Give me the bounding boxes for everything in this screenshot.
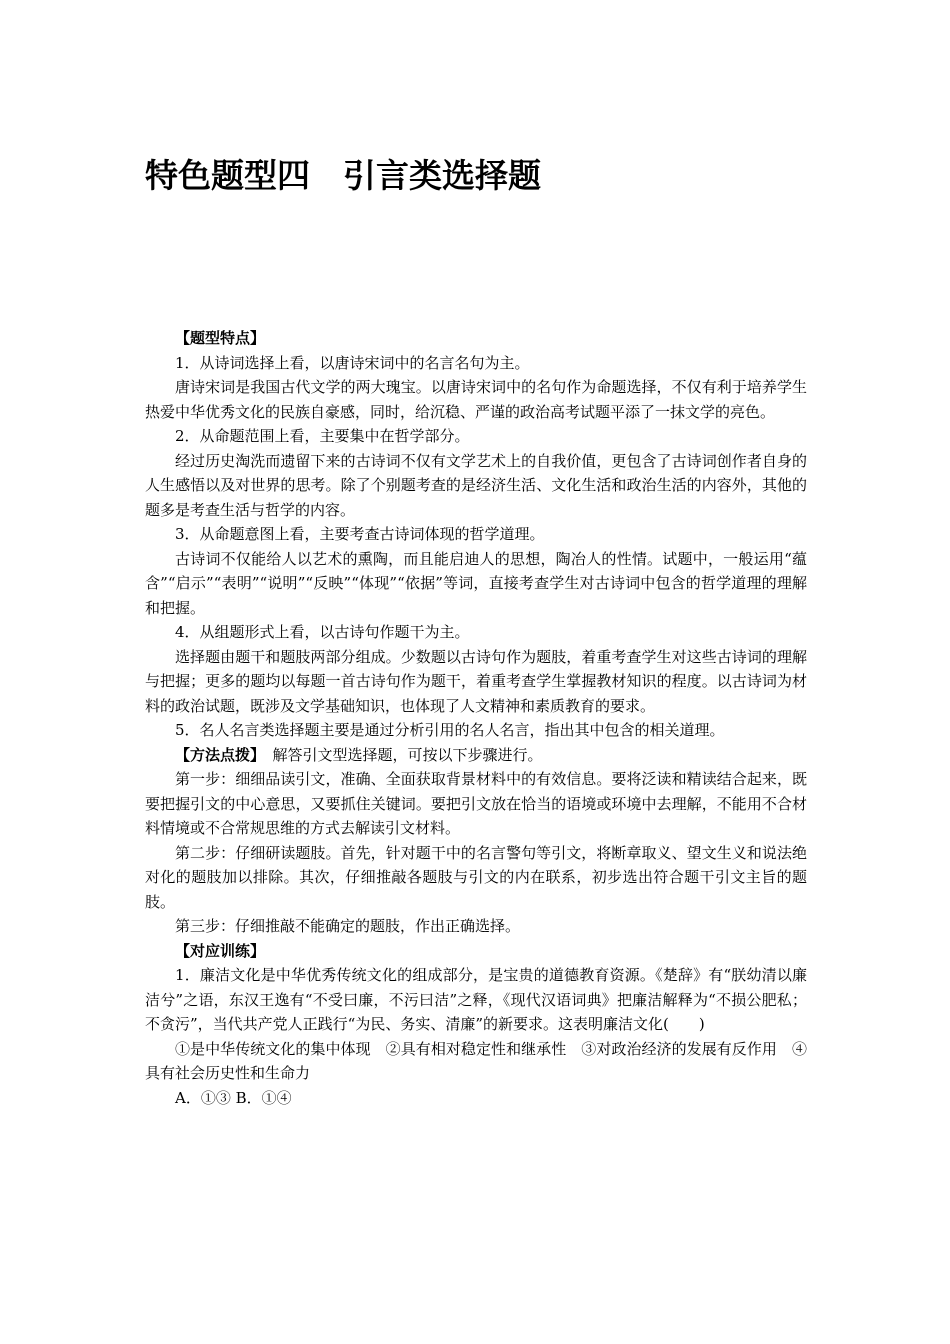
method-intro: 解答引文型选择题，可按以下步骤进行。 [257, 745, 543, 764]
paragraph: 4．从组题形式上看，以古诗句作题干为主。 [175, 623, 470, 641]
paragraph: 第三步：仔细推敲不能确定的题肢，作出正确选择。 [175, 917, 521, 935]
paragraph: 唐诗宋词是我国古代文学的两大瑰宝。以唐诗宋词中的名句作为命题选择，不仅有利于培养学生热爱中华优秀文化的民族自豪感，同时，给沉稳、严谨的政治高考试题平添了一抹文学的亮色。 [145, 378, 807, 421]
paragraph: 第二步：仔细研读题肢。首先，针对题干中的名言警句等引文，将断章取义、望文生义和说法绝对化的题肢加以排除。其次，仔细推敲各题肢与引文的内在联系，初步选出符合题干引文主旨的题肢。 [145, 843, 807, 911]
method-paragraph [145, 743, 807, 768]
section-heading-features: 【题型特点】 [175, 329, 266, 347]
document-body [145, 326, 807, 1110]
paragraph: 选择题由题干和题肢两部分组成。少数题以古诗句作为题肢，着重考查学生对这些古诗词的理解与把握；更多的题均以每题一首古诗句作为题干，着重考查学生掌握教材知识的程度。以古诗词为材料的政治试题，既涉及文学基础知识，也体现了人文精神和素质教育的要求。 [145, 647, 807, 715]
paragraph: 3．从命题意图上看，主要考查古诗词体现的哲学道理。 [175, 525, 545, 543]
paragraph: 第一步：细细品读引文，准确、全面获取背景材料中的有效信息。要将泛读和精读结合起来，既要把握引文的中心意思，又要抓住关键词。要把引文放在恰当的语境或环境中去理解，不能用不合材料情境或不合常规思维的方式去解读引文材料。 [145, 770, 807, 837]
paragraph: 5．名人名言类选择题主要是通过分析引用的名人名言，指出其中包含的相关道理。 [175, 721, 725, 739]
page-title: 特色题型四 引言类选择题 [145, 156, 541, 195]
section-heading-method: 【方法点拨】 [175, 745, 258, 764]
paragraph: 2．从命题范围上看，主要集中在哲学部分。 [175, 427, 470, 445]
paragraph: 1．从诗词选择上看，以唐诗宋词中的名言名句为主。 [175, 353, 530, 372]
section-heading-training: 【对应训练】 [175, 941, 266, 960]
question-options: ①是中华传统文化的集中体现 ②具有相对稳定性和继承性 ③对政治经济的发展有反作用 ④具有社会历史性和生命力 [145, 1039, 807, 1082]
paragraph: 经过历史淘洗而遗留下来的古诗词不仅有文学艺术上的自我价值，更包含了古诗词创作者自身的人生感悟以及对世界的思考。除了个别题考查的是经济生活、文化生活和政治生活的内容外，其他的题多是考查生活与哲学的内容。 [145, 451, 807, 519]
answer-choices: A．①③ B．①④ [175, 1088, 292, 1107]
paragraph: 古诗词不仅能给人以艺术的熏陶，而且能启迪人的思想，陶冶人的性情。试题中，一般运用“蕴含”“启示”“表明”“说明”“反映”“体现”“依据”等词，直接考查学生对古诗词中包含的哲学道理的理解和把握。 [145, 549, 807, 617]
question-stem: 1．廉洁文化是中华优秀传统文化的组成部分，是宝贵的道德教育资源。《楚辞》有“朕幼清以廉洁兮”之语，东汉王逸有“不受曰廉，不污曰洁”之释，《现代汉语词典》把廉洁解释为“不损公肥私；不贪污”，当代共产党人正践行“为民、务实、清廉”的新要求。这表明廉洁文化( ) [145, 966, 807, 1033]
